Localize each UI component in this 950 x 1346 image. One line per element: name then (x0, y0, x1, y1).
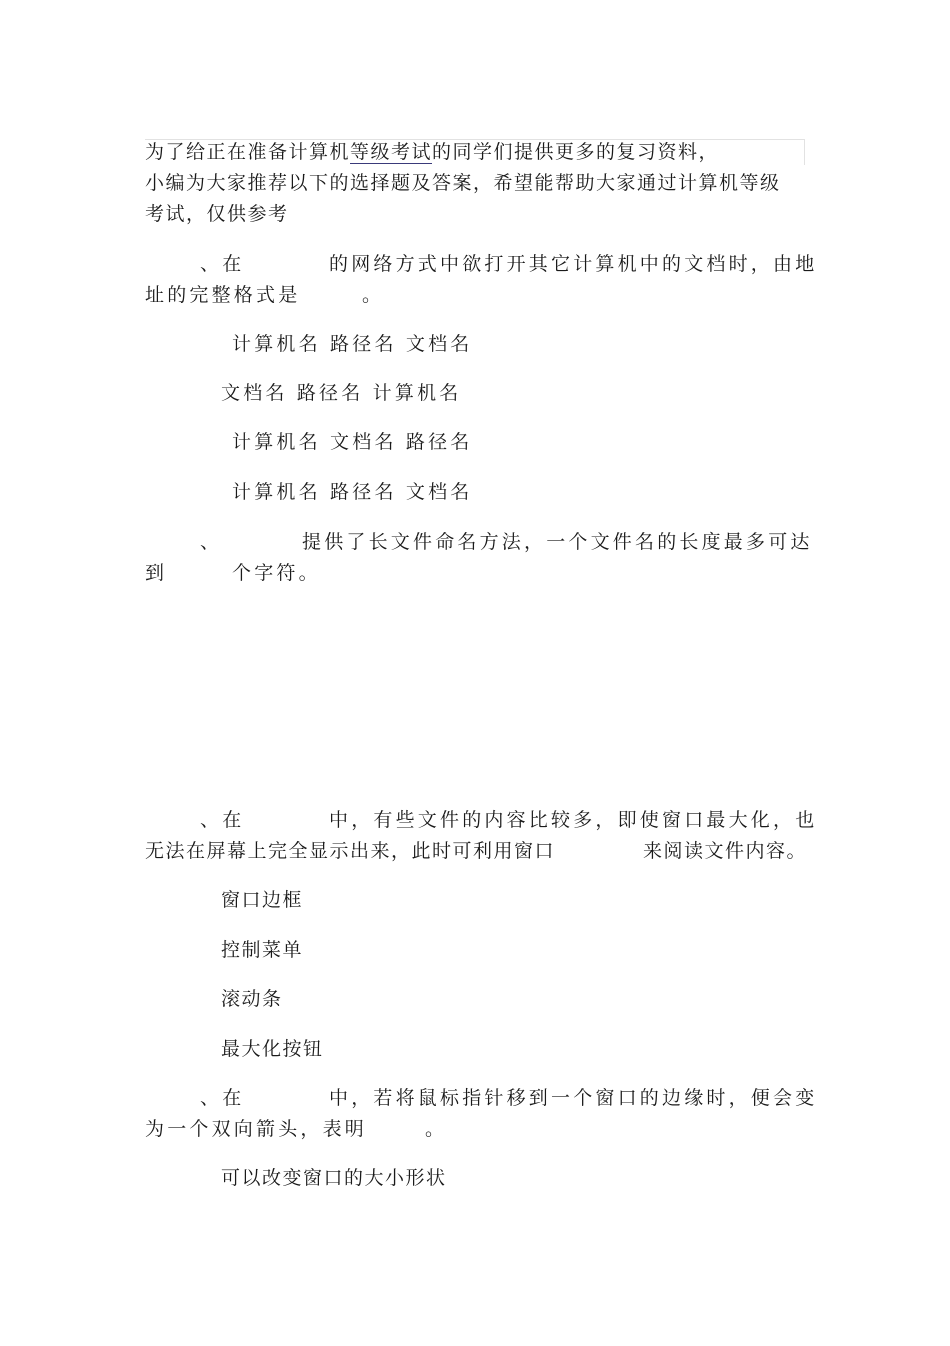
header-rule-edge (804, 139, 805, 165)
q3-stem-line-1: 中，有些文件的内容比较多，即使窗口最大化，也 (329, 809, 818, 831)
q4-option-a: 可以改变窗口的大小形状 (221, 1167, 447, 1189)
q2-stem-line-2b: 个字符。 (232, 562, 321, 584)
q3-option-d: 最大化按钮 (221, 1038, 324, 1060)
q1-stem-line-1: 的网络方式中欲打开其它计算机中的文档时，由地 (329, 253, 818, 275)
intro-line-3: 考试，仅供参考 (145, 203, 289, 225)
q3-number-mark: 、在 (200, 809, 245, 831)
q4-stem-line-2a: 为一个双向箭头，表明 (145, 1118, 368, 1140)
q2-stem-line-2a: 到 (145, 562, 168, 584)
q3-option-c: 滚动条 (221, 988, 283, 1010)
q4-stem-line-2b: 。 (425, 1118, 446, 1140)
q2-number-mark: 、 (200, 531, 223, 553)
intro-text: 为了给正在准备计算机 (145, 141, 351, 163)
q1-option-d: 计算机名 路径名 文档名 (232, 481, 473, 503)
q1-option-b: 文档名 路径名 计算机名 (221, 382, 462, 404)
q4-number-mark: 、在 (200, 1087, 245, 1109)
q1-option-c: 计算机名 文档名 路径名 (232, 431, 473, 453)
intro-text: 的同学们提供更多的复习资料， (432, 141, 720, 163)
q3-option-b: 控制菜单 (221, 939, 304, 961)
intro-line-2: 小编为大家推荐以下的选择题及答案，希望能帮助大家通过计算机等级 (145, 172, 781, 194)
q3-stem-line-2b: 来阅读文件内容。 (643, 840, 808, 862)
q1-number-mark: 、在 (200, 253, 245, 275)
q2-stem-line-1: 提供了长文件命名方法，一个文件名的长度最多可达 (302, 531, 813, 553)
q1-option-a: 计算机名 路径名 文档名 (232, 333, 473, 355)
q1-stem-end: 。 (362, 284, 383, 306)
q1-stem-line-2: 址的完整格式是 (145, 284, 301, 306)
q3-stem-line-2a: 无法在屏幕上完全显示出来，此时可利用窗口 (145, 840, 556, 862)
exam-link[interactable]: 等级考试 (350, 141, 433, 163)
q4-stem-line-1: 中，若将鼠标指针移到一个窗口的边缘时，便会变 (329, 1087, 818, 1109)
intro-line-1 (145, 140, 719, 164)
q3-option-a: 窗口边框 (221, 889, 304, 911)
